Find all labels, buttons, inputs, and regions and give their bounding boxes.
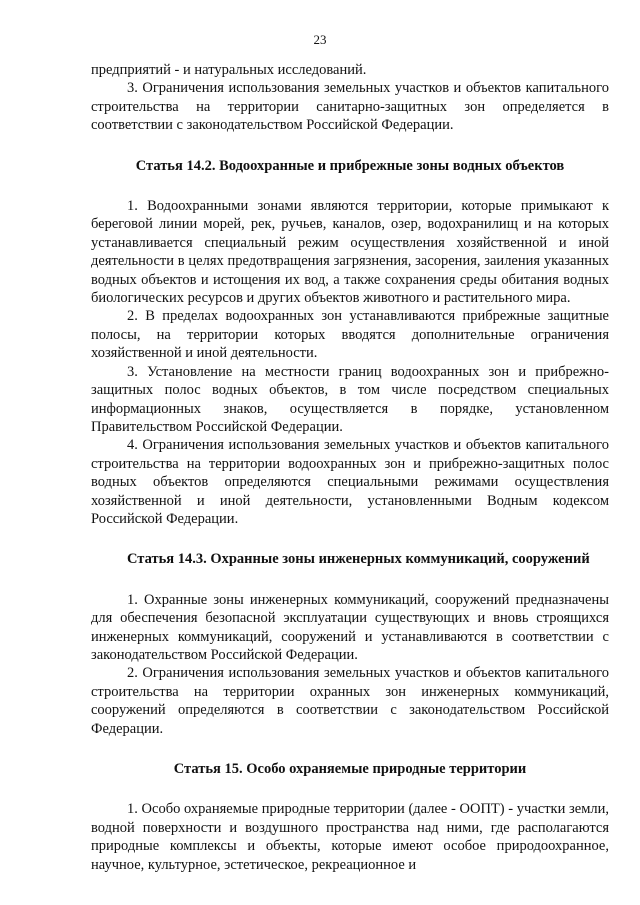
document-body (91, 61, 609, 874)
section-heading: Статья 14.3. Охранные зоны инженерных коммуникаций, сооружений (127, 551, 590, 568)
page-number: 23 (313, 32, 327, 47)
paragraph: 2. Ограничения использования земельных участков и объектов капитального строительства на территории охранных зон инженерных коммуникаций, сооружений определяются в соответствии с законодательством Российской Федерации. (91, 665, 609, 737)
paragraph: 1. Охранные зоны инженерных коммуникаций, сооружений предназначены для обеспечения безопасной эксплуатации существующих и вновь строящихся инженерных коммуникаций, сооружений и устанавливаются в соответствии с законодательством Российской Федерации. (91, 591, 609, 663)
paragraph: предприятий - и натуральных исследований. (91, 62, 367, 78)
paragraph: 2. В пределах водоохранных зон устанавливаются прибрежные защитные полосы, на территории которых вводятся дополнительные ограничения хозяйственной и иной деятельности. (91, 308, 609, 362)
paragraph: 3. Ограничения использования земельных участков и объектов капитального строительства на территории санитарно-защитных зон определяется в соответствии с законодательством Российской Федерации. (91, 80, 609, 134)
paragraph: 4. Ограничения использования земельных участков и объектов капитального строительства на территории водоохранных зон и прибрежно-защитных полос водных объектов определяются специальными режимами осуществления хозяйственной и иной деятельности, установленными Водным кодексом Российской Федерации. (91, 437, 609, 527)
section-heading: Статья 15. Особо охраняемые природные территории (173, 761, 527, 777)
paragraph: 1. Водоохранными зонами являются территории, которые примыкают к береговой линии морей, рек, ручьев, каналов, озер, водохранилищ и на которых устанавливается специальный режим осуществления хозяйственной и иной деятельности в целях предотвращения загрязнения, засорения, заиления указанных водных объектов и истощения их вод, а также сохранения среды обитания водных биологических ресурсов и других объектов животного и растительного мира. (91, 198, 609, 307)
section-heading: Статья 14.2. Водоохранные и прибрежные зоны водных объектов (135, 157, 565, 174)
paragraph: 1. Особо охраняемые природные территории (далее - ООПТ) - участки земли, водной поверхности и воздушного пространства над ними, где располагаются природные комплексы и объекты, которые имеют особое природоохранное, научное, культурное, эстетическое, рекреационное и (91, 801, 609, 873)
paragraph: 3. Установление на местности границ водоохранных зон и прибрежно-защитных полос водных объектов, в том числе посредством специальных информационных знаков, осуществляется в порядке, установленном Правительством Российской Федерации. (91, 363, 609, 435)
